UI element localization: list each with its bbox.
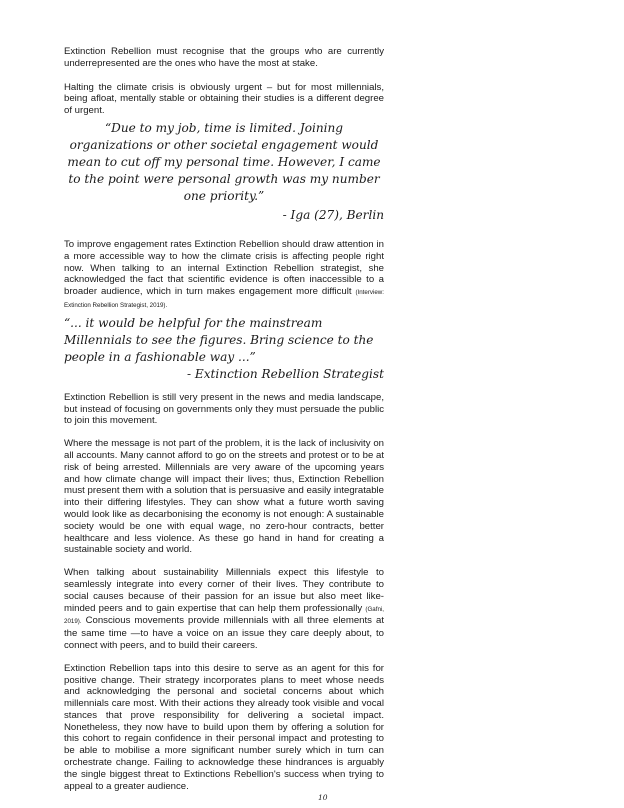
citation-gafni: (Gafni, 2019). bbox=[64, 605, 384, 626]
quote-strategist-attribution: - Extinction Rebellion Strategist bbox=[186, 366, 384, 381]
quote-strategist: “... it would be helpful for the mainstream Millennials to see the figures. Bring science to the people in a fashionable way ...” bbox=[64, 315, 374, 364]
paragraph-engagement-rates bbox=[64, 239, 384, 312]
paragraph-media-landscape: Extinction Rebellion is still very present in the news and media landscape, but instead of focusing on governments only they must persuade the public to join this movement. bbox=[64, 391, 384, 427]
paragraph-inclusivity: Where the message is not part of the problem, it is the lack of inclusivity on all accounts. Many cannot afford to go on the streets and protest or to be at risk of being arrested. Millennials are very aware of the upcoming years and how climate change will impact their lives; thus, Extinction Rebellion must present them with a solution that is persuasive and easily integratable into their differing lifestyles. They can show what a future worth saving would look like as decarbonising the economy is not enough: A sustainable society would be one with equal wage, no zero-hour contracts, better healthcare and less violence. As these go hand in hand for creating a sustainable society and world. bbox=[64, 438, 384, 556]
paragraph-engagement-text: To improve engagement rates Extinction Rebellion should draw attention in a more accessible way to how the climate crisis is affecting people right now. When talking to an internal Extinction Rebellion strategist, she acknowledged the fact that scientific evidence is often inaccessible to a broader audience, which in turn makes engagement more difficult bbox=[64, 238, 384, 298]
paragraph-underrepresented-groups: Extinction Rebellion must recognise that the groups who are currently underrepresented are the ones who have the most at stake. bbox=[64, 46, 384, 69]
paragraph-sustainability-lifestyle bbox=[64, 567, 384, 652]
paragraph-urgency: Halting the climate crisis is obviously urgent – but for most millennials, being afloat, mentally stable or obtaining their studies is a different degree of urgent. bbox=[64, 81, 384, 117]
paragraph-agent-for-change: Extinction Rebellion taps into this desire to serve as an agent for this for positive change. Their strategy incorporates plans to meet whose needs and acknowledging the personal and societal concerns about which millennials care most. With their actions they already took visible and vocal stances that prove responsibility for delivering a societal impact. Nonetheless, they now have to build upon them by offering a solution for this cohort to regain confidence in their personal impact and protesting to be able to mobilise a more significant number surely which in turn can orchestrate change. Failing to acknowledge these hindrances is arguably the single biggest threat to Extinctions Rebellion's success when trying to appeal to a greater audience. bbox=[64, 662, 384, 792]
paragraph-sustainability-rest: Conscious movements provide millennials with all three elements at the same time —to have a voice on an issue they care deeply about, to connect with peers, and to build their careers. bbox=[64, 615, 384, 651]
document-page bbox=[64, 46, 384, 792]
citation-interview: (Interview: Extinction Rebellion Strategist, 2019). bbox=[64, 289, 384, 309]
quote-iga: “Due to my job, time is limited. Joining organizations or other societal engagement would mean to cut off my personal time. However, I came to the point were personal growth was my number one priority.” bbox=[67, 120, 381, 203]
page-number: 10 bbox=[318, 793, 328, 802]
quote-iga-attribution: - Iga (27), Berlin bbox=[282, 207, 384, 222]
paragraph-sustainability-text: When talking about sustainability Millennials expect this lifestyle to seamlessly integrate into every corner of their lives. They contribute to social causes because of their passion for an issue but also meet like-minded peers and to gain expertise that can help them professionally bbox=[64, 567, 384, 614]
